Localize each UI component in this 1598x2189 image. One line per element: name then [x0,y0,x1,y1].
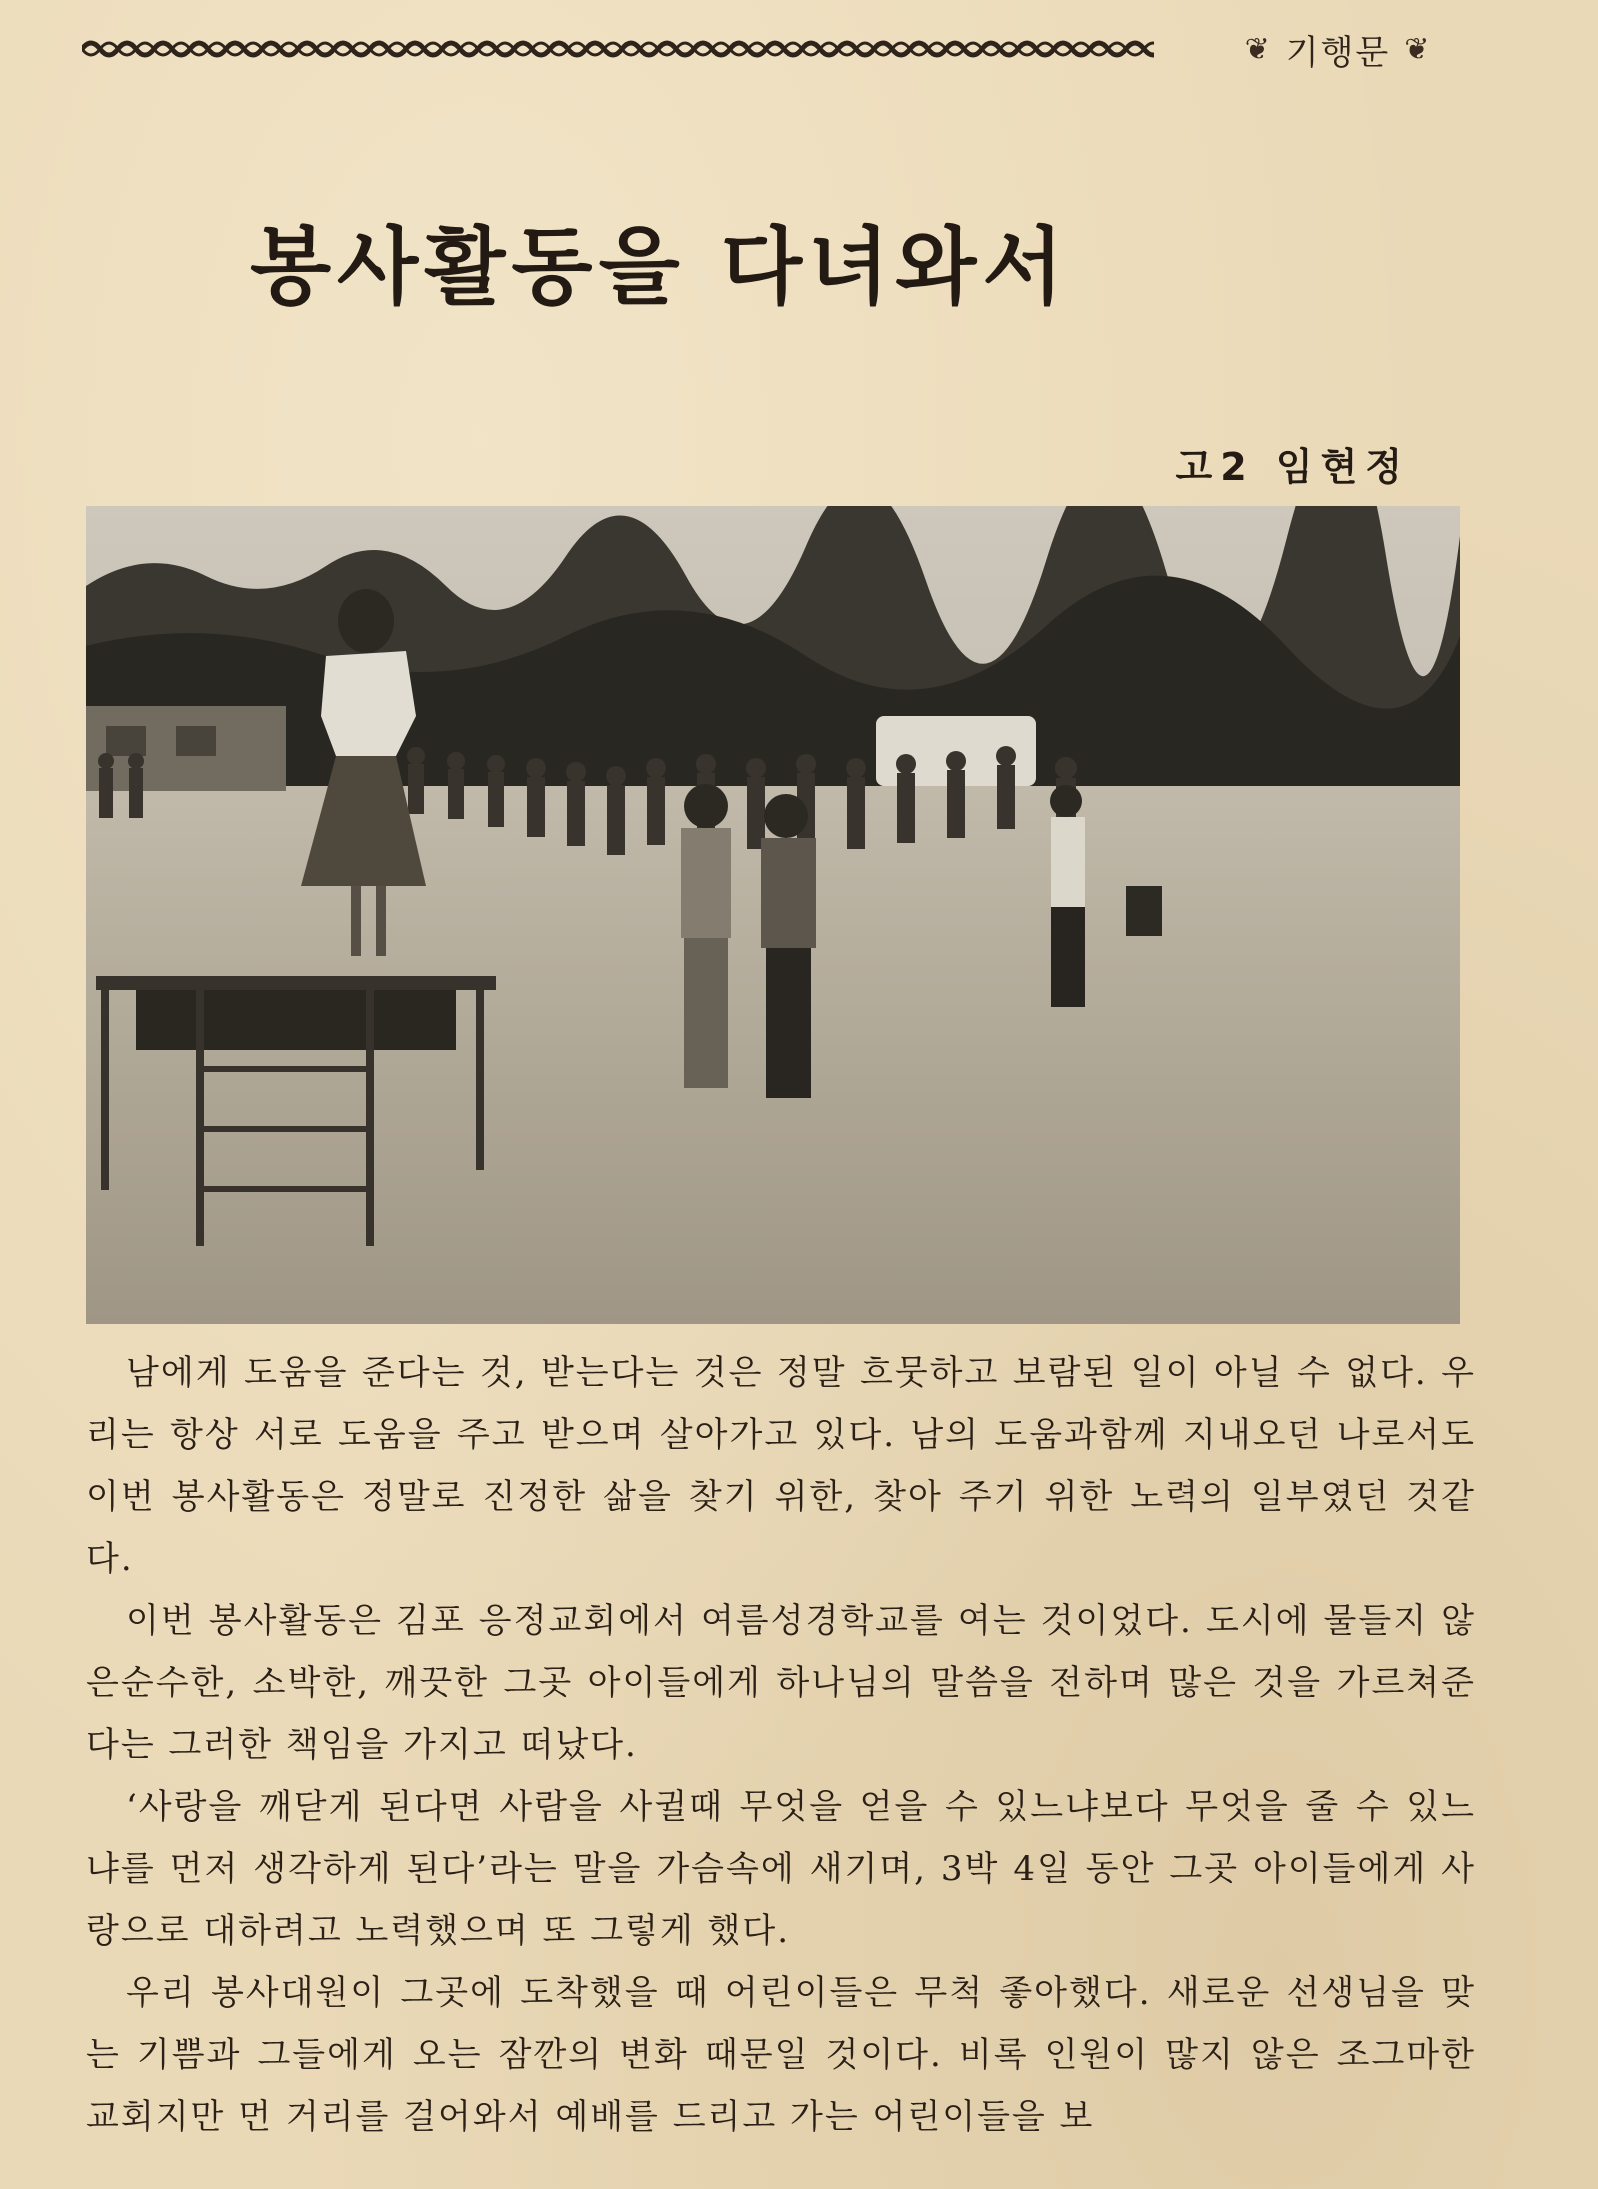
paragraph-2: 이번 봉사활동은 김포 응정교회에서 여름성경학교를 여는 것이었다. 도시에 물들지 않은순수한, 소박한, 깨끗한 그곳 아이들에게 하나님의 말씀을 전하며 많은 것을 가르쳐준다는 그러한 책임을 가지고 떠났다. [86,1601,1476,1765]
photo-icon [86,506,1460,1324]
ornament-left-icon: ❦ [1244,31,1272,67]
section-label-text: 기행문 [1285,32,1391,73]
section-label [1218,26,1458,72]
article-title: 봉사활동을 다녀와서 [250,217,1070,316]
ornament-right-icon: ❦ [1404,31,1432,67]
paragraph-4: 우리 봉사대원이 그곳에 도착했을 때 어린이들은 무척 좋아했다. 새로운 선생님을 맞는 기쁨과 그들에게 오는 잠깐의 변화 때문일 것이다. 비록 인원이 많지 않은 조그마한 교회지만 먼 거리를 걸어와서 예배를 드리고 가는 어린이들을 보 [86,1973,1476,2137]
decorative-border [82,34,1154,64]
article-photo [86,506,1460,1324]
article-author: 고2 임현정 [1175,445,1410,489]
paragraph-3: ‘사랑을 깨닫게 된다면 사람을 사귈때 무엇을 얻을 수 있느냐보다 무엇을 줄 수 있느냐를 먼저 생각하게 된다’라는 말을 가슴속에 새기며, 3박 4일 동안 그곳 아이들에게 사랑으로 대하려고 노력했으며 또 그렇게 했다. [86,1787,1476,1951]
article-body [86,1342,1476,2182]
paragraph-1: 남에게 도움을 준다는 것, 받는다는 것은 정말 흐뭇하고 보람된 일이 아닐 수 없다. 우리는 항상 서로 도움을 주고 받으며 살아가고 있다. 남의 도움과함께 지내오던 나로서도 이번 봉사활동은 정말로 진정한 삶을 찾기 위한, 찾아 주기 위한 노력의 일부였던 것같다. [86,1353,1476,1579]
